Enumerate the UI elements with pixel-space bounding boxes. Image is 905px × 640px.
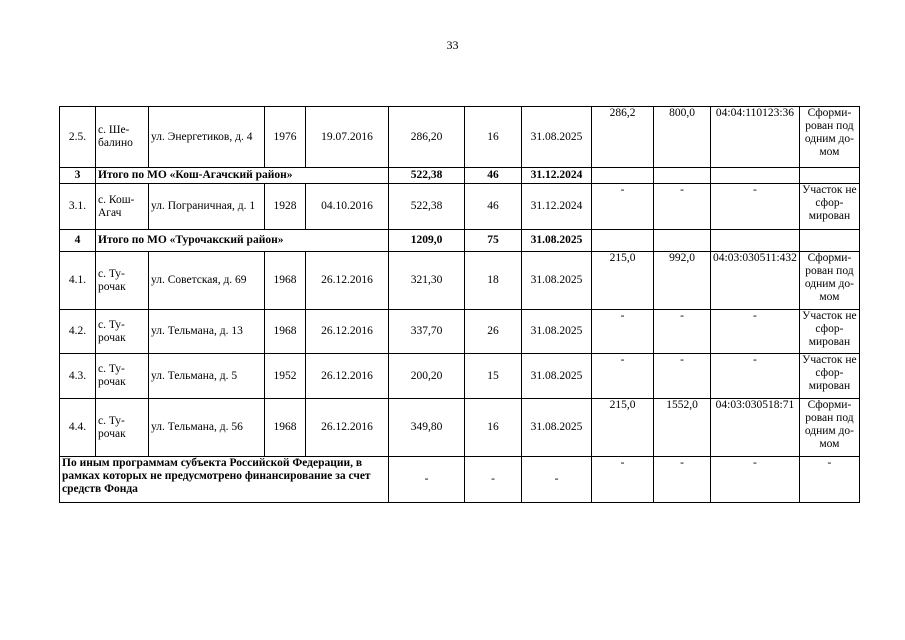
residents-cell: 26 bbox=[465, 310, 522, 354]
date-cell: 26.12.2016 bbox=[306, 399, 389, 457]
date-cell: 26.12.2016 bbox=[306, 310, 389, 354]
page-number: 33 bbox=[446, 38, 459, 52]
area-cell: 337,70 bbox=[389, 310, 465, 354]
cadastre-cell: - bbox=[711, 310, 800, 354]
year-cell: 1976 bbox=[265, 107, 306, 168]
residents-cell: 16 bbox=[465, 107, 522, 168]
plot-area-cell: - bbox=[592, 310, 654, 354]
deadline-cell: 31.08.2025 bbox=[522, 354, 592, 399]
row-number: 4 bbox=[60, 230, 96, 252]
status-cell: Сформи-рован под одним до-мом bbox=[799, 399, 859, 457]
street-cell: ул. Пограничная, д. 1 bbox=[149, 184, 265, 230]
total-row bbox=[60, 230, 860, 252]
cadastre-cell: 04:03:030518:71 bbox=[711, 399, 800, 457]
table-row bbox=[60, 252, 860, 310]
table-row bbox=[60, 310, 860, 354]
norm-area-cell: - bbox=[654, 457, 711, 503]
status-cell: Сформи-рован под одним до-мом bbox=[799, 252, 859, 310]
row-number: 2.5. bbox=[60, 107, 96, 168]
status-cell: Участок не сфор-мирован bbox=[799, 310, 859, 354]
status-cell: Участок не сфор-мирован bbox=[799, 184, 859, 230]
residents-cell: - bbox=[465, 457, 522, 503]
table-row bbox=[60, 184, 860, 230]
residents-cell: 16 bbox=[465, 399, 522, 457]
table-row bbox=[60, 354, 860, 399]
street-cell: ул. Тельмана, д. 5 bbox=[149, 354, 265, 399]
deadline-cell: 31.12.2024 bbox=[522, 184, 592, 230]
deadline-cell: 31.08.2025 bbox=[522, 310, 592, 354]
total-row bbox=[60, 168, 860, 184]
row-number: 4.3. bbox=[60, 354, 96, 399]
settlement-cell: с. Ту-рочак bbox=[96, 354, 149, 399]
settlement-cell: с. Ту-рочак bbox=[96, 252, 149, 310]
footer-row bbox=[60, 457, 860, 503]
year-cell: 1968 bbox=[265, 399, 306, 457]
street-cell: ул. Советская, д. 69 bbox=[149, 252, 265, 310]
street-cell: ул. Тельмана, д. 13 bbox=[149, 310, 265, 354]
row-number: 3 bbox=[60, 168, 96, 184]
status-cell: Сформи-рован под одним до-мом bbox=[799, 107, 859, 168]
norm-area-cell: 1552,0 bbox=[654, 399, 711, 457]
plot-area-cell: 215,0 bbox=[592, 252, 654, 310]
norm-area-cell: 800,0 bbox=[654, 107, 711, 168]
residents-cell: 46 bbox=[465, 168, 522, 184]
row-number: 4.4. bbox=[60, 399, 96, 457]
cadastre-cell: - bbox=[711, 184, 800, 230]
row-number: 4.2. bbox=[60, 310, 96, 354]
deadline-cell: - bbox=[522, 457, 592, 503]
row-number: 4.1. bbox=[60, 252, 96, 310]
year-cell: 1968 bbox=[265, 310, 306, 354]
table-row bbox=[60, 399, 860, 457]
residents-cell: 75 bbox=[465, 230, 522, 252]
plot-area-cell: - bbox=[592, 184, 654, 230]
deadline-cell: 31.08.2025 bbox=[522, 230, 592, 252]
year-cell: 1952 bbox=[265, 354, 306, 399]
year-cell: 1968 bbox=[265, 252, 306, 310]
norm-area-cell: - bbox=[654, 310, 711, 354]
year-cell: 1928 bbox=[265, 184, 306, 230]
residents-cell: 18 bbox=[465, 252, 522, 310]
cadastre-cell: 04:04:110123:36 bbox=[711, 107, 800, 168]
total-label: Итого по МО «Турочакский район» bbox=[96, 230, 389, 252]
status-cell: - bbox=[799, 457, 859, 503]
deadline-cell: 31.08.2025 bbox=[522, 399, 592, 457]
status-cell: Участок не сфор-мирован bbox=[799, 354, 859, 399]
plot-area-cell: 215,0 bbox=[592, 399, 654, 457]
settlement-cell: с. Ту-рочак bbox=[96, 310, 149, 354]
plot-area-cell: 286,2 bbox=[592, 107, 654, 168]
date-cell: 19.07.2016 bbox=[306, 107, 389, 168]
residents-cell: 15 bbox=[465, 354, 522, 399]
date-cell: 26.12.2016 bbox=[306, 354, 389, 399]
area-cell: 286,20 bbox=[389, 107, 465, 168]
deadline-cell: 31.08.2025 bbox=[522, 107, 592, 168]
settlement-cell: с. Ше-балино bbox=[96, 107, 149, 168]
row-number: 3.1. bbox=[60, 184, 96, 230]
cadastre-cell: - bbox=[711, 354, 800, 399]
total-label: Итого по МО «Кош-Агачский район» bbox=[96, 168, 389, 184]
housing-table bbox=[59, 106, 860, 503]
area-cell: 522,38 bbox=[389, 168, 465, 184]
footer-label: По иным программам субъекта Российской Федерации, в рамках которых не предусмотрено финансирование за счет средств Фонда bbox=[60, 457, 389, 503]
street-cell: ул. Энергетиков, д. 4 bbox=[149, 107, 265, 168]
cadastre-cell: - bbox=[711, 457, 800, 503]
date-cell: 04.10.2016 bbox=[306, 184, 389, 230]
residents-cell: 46 bbox=[465, 184, 522, 230]
plot-area-cell: - bbox=[592, 354, 654, 399]
deadline-cell: 31.12.2024 bbox=[522, 168, 592, 184]
norm-area-cell: - bbox=[654, 354, 711, 399]
area-cell: 200,20 bbox=[389, 354, 465, 399]
norm-area-cell: 992,0 bbox=[654, 252, 711, 310]
norm-area-cell: - bbox=[654, 184, 711, 230]
settlement-cell: с. Ту-рочак bbox=[96, 399, 149, 457]
area-cell: - bbox=[389, 457, 465, 503]
deadline-cell: 31.08.2025 bbox=[522, 252, 592, 310]
date-cell: 26.12.2016 bbox=[306, 252, 389, 310]
table-row bbox=[60, 107, 860, 168]
area-cell: 349,80 bbox=[389, 399, 465, 457]
settlement-cell: с. Кош-Агач bbox=[96, 184, 149, 230]
cadastre-cell: 04:03:030511:432 bbox=[711, 252, 800, 310]
plot-area-cell: - bbox=[592, 457, 654, 503]
area-cell: 321,30 bbox=[389, 252, 465, 310]
area-cell: 1209,0 bbox=[389, 230, 465, 252]
street-cell: ул. Тельмана, д. 56 bbox=[149, 399, 265, 457]
area-cell: 522,38 bbox=[389, 184, 465, 230]
